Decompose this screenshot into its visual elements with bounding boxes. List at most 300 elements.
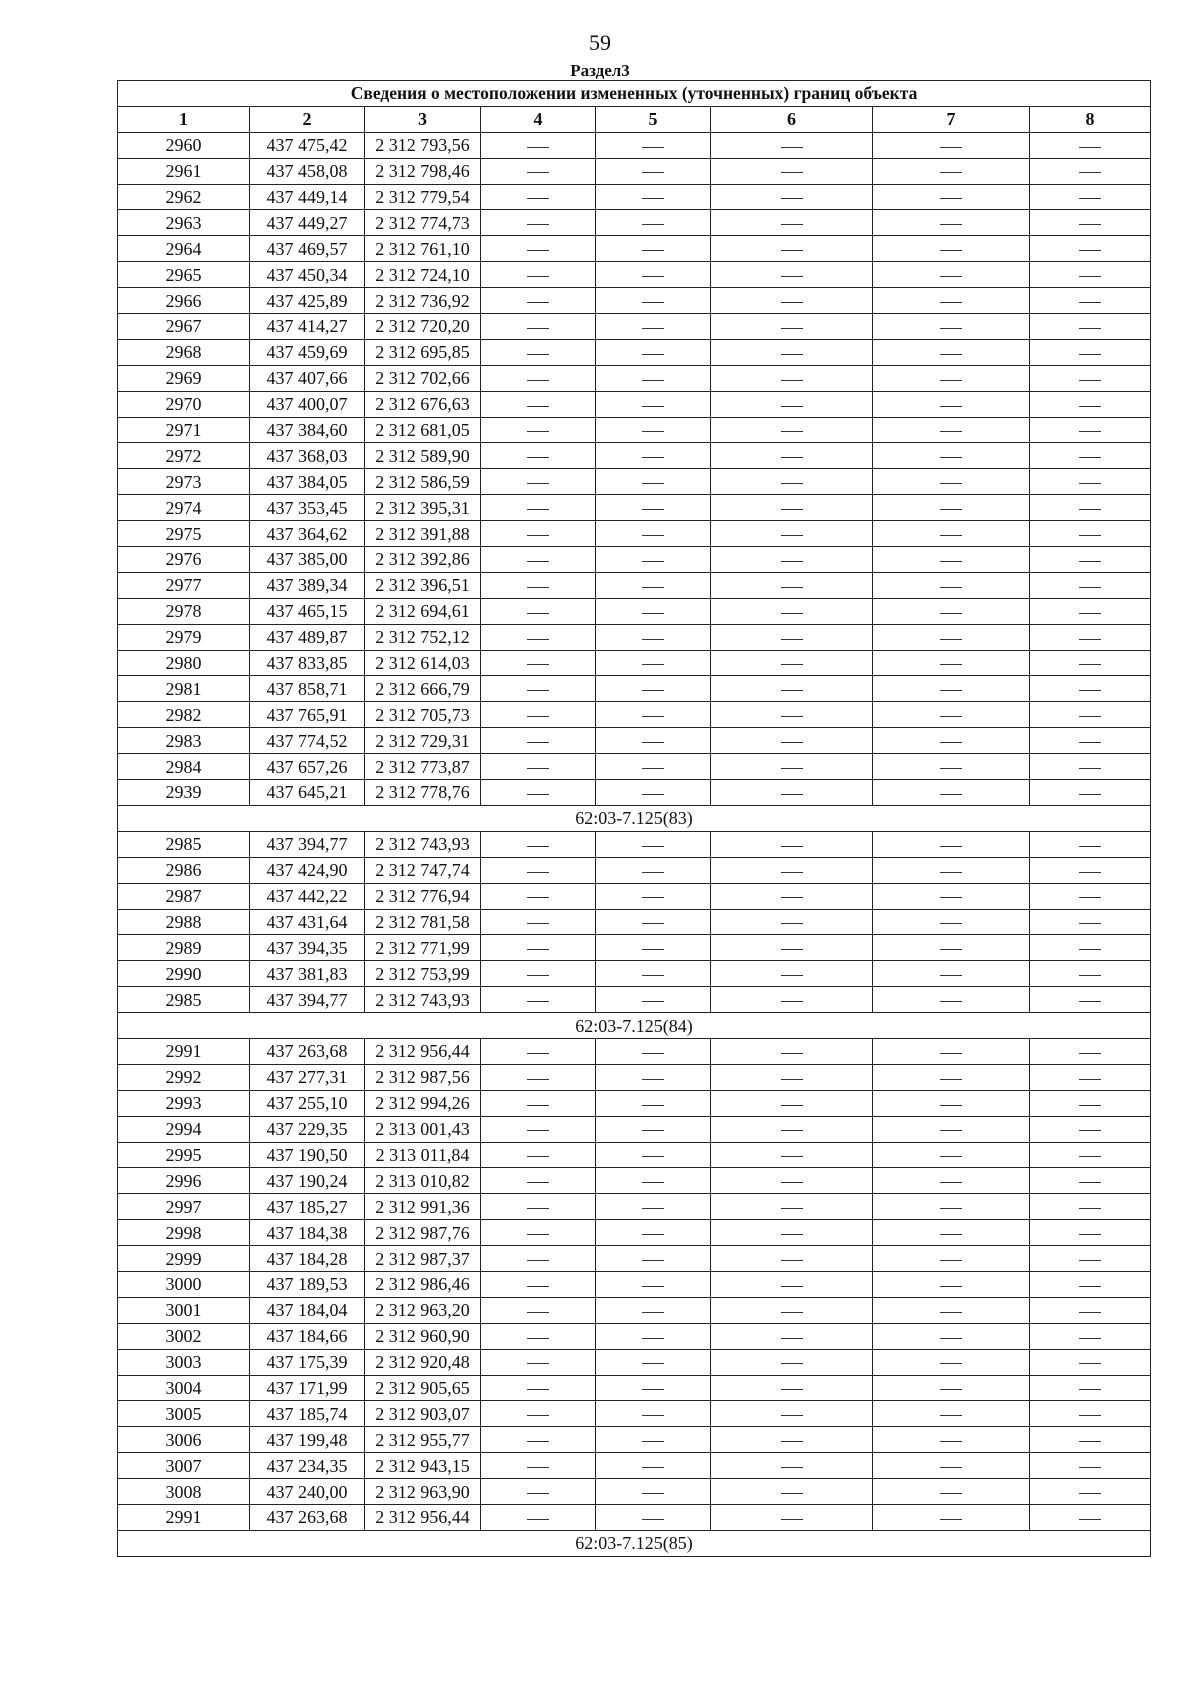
- empty-value-dash: [781, 587, 803, 588]
- table-row: [118, 1064, 1151, 1090]
- table-row: [118, 1504, 1151, 1530]
- empty-value-cell: [1030, 702, 1151, 728]
- empty-value-cell: [711, 132, 873, 158]
- point-number-cell: 2984: [118, 754, 250, 780]
- point-number-cell: 2979: [118, 624, 250, 650]
- point-number-cell: 2981: [118, 676, 250, 702]
- x-coordinate-cell: 437 368,03: [250, 443, 365, 469]
- empty-value-cell: [711, 1064, 873, 1090]
- empty-value-cell: [711, 1142, 873, 1168]
- empty-value-dash: [527, 897, 549, 898]
- empty-value-cell: [711, 987, 873, 1013]
- empty-value-dash: [642, 224, 664, 225]
- empty-value-cell: [596, 909, 711, 935]
- x-coordinate-cell: 437 425,89: [250, 288, 365, 314]
- empty-value-dash: [642, 1260, 664, 1261]
- empty-value-cell: [1030, 1401, 1151, 1427]
- point-number-cell: 2998: [118, 1220, 250, 1246]
- empty-value-cell: [596, 132, 711, 158]
- empty-value-cell: [873, 1427, 1030, 1453]
- empty-value-dash: [1079, 198, 1101, 199]
- empty-value-dash: [642, 509, 664, 510]
- empty-value-cell: [873, 780, 1030, 806]
- point-number-cell: 2965: [118, 262, 250, 288]
- empty-value-dash: [642, 639, 664, 640]
- empty-value-cell: [481, 598, 596, 624]
- empty-value-dash: [1079, 276, 1101, 277]
- x-coordinate-cell: 437 449,14: [250, 184, 365, 210]
- table-row: [118, 1323, 1151, 1349]
- empty-value-cell: [1030, 210, 1151, 236]
- empty-value-dash: [527, 690, 549, 691]
- empty-value-cell: [481, 572, 596, 598]
- y-coordinate-cell: 2 312 798,46: [365, 158, 481, 184]
- point-number-cell: 2964: [118, 236, 250, 262]
- empty-value-cell: [481, 624, 596, 650]
- empty-value-cell: [873, 883, 1030, 909]
- empty-value-cell: [711, 831, 873, 857]
- table-caption: Сведения о местоположении измененных (уточненных) границ объекта: [118, 81, 1151, 107]
- empty-value-cell: [481, 365, 596, 391]
- empty-value-dash: [527, 354, 549, 355]
- empty-value-dash: [642, 457, 664, 458]
- empty-value-cell: [1030, 935, 1151, 961]
- y-coordinate-cell: 2 312 736,92: [365, 288, 481, 314]
- empty-value-cell: [596, 262, 711, 288]
- empty-value-dash: [940, 690, 962, 691]
- empty-value-dash: [1079, 1182, 1101, 1183]
- empty-value-dash: [940, 250, 962, 251]
- empty-value-cell: [873, 702, 1030, 728]
- empty-value-cell: [1030, 572, 1151, 598]
- empty-value-dash: [940, 302, 962, 303]
- empty-value-cell: [873, 132, 1030, 158]
- empty-value-dash: [1079, 1338, 1101, 1339]
- empty-value-cell: [481, 702, 596, 728]
- empty-value-cell: [1030, 598, 1151, 624]
- empty-value-cell: [873, 624, 1030, 650]
- y-coordinate-cell: 2 312 720,20: [365, 314, 481, 340]
- empty-value-cell: [596, 1401, 711, 1427]
- empty-value-dash: [642, 897, 664, 898]
- empty-value-dash: [527, 975, 549, 976]
- empty-value-cell: [1030, 547, 1151, 573]
- empty-value-dash: [527, 794, 549, 795]
- empty-value-dash: [527, 147, 549, 148]
- empty-value-dash: [642, 1493, 664, 1494]
- table-row: [118, 1375, 1151, 1401]
- empty-value-cell: [481, 1427, 596, 1453]
- y-coordinate-cell: 2 312 773,87: [365, 754, 481, 780]
- empty-value-dash: [940, 1182, 962, 1183]
- table-row: [118, 728, 1151, 754]
- y-coordinate-cell: 2 312 614,03: [365, 650, 481, 676]
- table-row: [118, 780, 1151, 806]
- empty-value-cell: [481, 883, 596, 909]
- empty-value-cell: [481, 1349, 596, 1375]
- empty-value-dash: [527, 1105, 549, 1106]
- empty-value-cell: [596, 728, 711, 754]
- empty-value-cell: [873, 262, 1030, 288]
- empty-value-dash: [642, 431, 664, 432]
- empty-value-dash: [527, 1001, 549, 1002]
- empty-value-cell: [711, 1427, 873, 1453]
- empty-value-cell: [481, 1375, 596, 1401]
- y-coordinate-cell: 2 312 956,44: [365, 1038, 481, 1064]
- empty-value-dash: [642, 949, 664, 950]
- x-coordinate-cell: 437 184,28: [250, 1246, 365, 1272]
- x-coordinate-cell: 437 450,34: [250, 262, 365, 288]
- empty-value-cell: [873, 365, 1030, 391]
- empty-value-cell: [711, 1246, 873, 1272]
- y-coordinate-cell: 2 312 943,15: [365, 1453, 481, 1479]
- point-number-cell: 3008: [118, 1479, 250, 1505]
- empty-value-dash: [781, 1208, 803, 1209]
- empty-value-dash: [1079, 1389, 1101, 1390]
- point-number-cell: 2961: [118, 158, 250, 184]
- empty-value-dash: [642, 1338, 664, 1339]
- empty-value-cell: [481, 1038, 596, 1064]
- empty-value-cell: [873, 1375, 1030, 1401]
- y-coordinate-cell: 2 312 695,85: [365, 339, 481, 365]
- empty-value-cell: [596, 236, 711, 262]
- empty-value-dash: [940, 664, 962, 665]
- empty-value-dash: [1079, 664, 1101, 665]
- empty-value-dash: [642, 846, 664, 847]
- point-number-cell: 2968: [118, 339, 250, 365]
- empty-value-dash: [1079, 1130, 1101, 1131]
- empty-value-dash: [527, 1208, 549, 1209]
- empty-value-cell: [596, 365, 711, 391]
- empty-value-cell: [873, 754, 1030, 780]
- empty-value-dash: [1079, 1493, 1101, 1494]
- table-row: [118, 365, 1151, 391]
- empty-value-cell: [481, 132, 596, 158]
- y-coordinate-cell: 2 312 391,88: [365, 521, 481, 547]
- empty-value-dash: [1079, 561, 1101, 562]
- empty-value-dash: [781, 897, 803, 898]
- empty-value-dash: [1079, 224, 1101, 225]
- empty-value-dash: [527, 1363, 549, 1364]
- empty-value-dash: [940, 1519, 962, 1520]
- empty-value-dash: [940, 561, 962, 562]
- table-row: [118, 909, 1151, 935]
- empty-value-dash: [1079, 1105, 1101, 1106]
- empty-value-dash: [781, 147, 803, 148]
- empty-value-dash: [527, 406, 549, 407]
- empty-value-cell: [1030, 365, 1151, 391]
- empty-value-dash: [1079, 768, 1101, 769]
- empty-value-dash: [781, 483, 803, 484]
- empty-value-dash: [642, 1105, 664, 1106]
- empty-value-cell: [1030, 1349, 1151, 1375]
- empty-value-cell: [711, 1116, 873, 1142]
- empty-value-dash: [940, 380, 962, 381]
- table-row: [118, 1194, 1151, 1220]
- empty-value-cell: [596, 598, 711, 624]
- empty-value-dash: [1079, 483, 1101, 484]
- empty-value-dash: [642, 1415, 664, 1416]
- empty-value-dash: [781, 535, 803, 536]
- empty-value-dash: [1079, 1001, 1101, 1002]
- empty-value-dash: [940, 198, 962, 199]
- table-row: [118, 1168, 1151, 1194]
- empty-value-cell: [711, 158, 873, 184]
- column-header-6: 6: [711, 106, 873, 132]
- empty-value-cell: [873, 469, 1030, 495]
- parcel-group-label: 62:03-7.125(83): [118, 805, 1151, 831]
- empty-value-dash: [1079, 328, 1101, 329]
- table-row: [118, 495, 1151, 521]
- empty-value-cell: [1030, 728, 1151, 754]
- empty-value-dash: [940, 1260, 962, 1261]
- empty-value-cell: [873, 339, 1030, 365]
- point-number-cell: 2991: [118, 1038, 250, 1064]
- empty-value-cell: [481, 1479, 596, 1505]
- empty-value-cell: [711, 909, 873, 935]
- empty-value-cell: [873, 961, 1030, 987]
- empty-value-dash: [1079, 897, 1101, 898]
- empty-value-cell: [873, 158, 1030, 184]
- empty-value-dash: [781, 380, 803, 381]
- empty-value-dash: [1079, 509, 1101, 510]
- empty-value-dash: [527, 1234, 549, 1235]
- empty-value-cell: [873, 935, 1030, 961]
- x-coordinate-cell: 437 234,35: [250, 1453, 365, 1479]
- table-row: [118, 624, 1151, 650]
- empty-value-dash: [940, 1053, 962, 1054]
- point-number-cell: 3002: [118, 1323, 250, 1349]
- empty-value-cell: [1030, 184, 1151, 210]
- table-row: [118, 1349, 1151, 1375]
- point-number-cell: 2991: [118, 1504, 250, 1530]
- empty-value-cell: [873, 987, 1030, 1013]
- empty-value-cell: [596, 987, 711, 1013]
- y-coordinate-cell: 2 312 963,20: [365, 1297, 481, 1323]
- empty-value-cell: [596, 1349, 711, 1375]
- empty-value-dash: [940, 1079, 962, 1080]
- empty-value-dash: [781, 716, 803, 717]
- y-coordinate-cell: 2 313 011,84: [365, 1142, 481, 1168]
- empty-value-cell: [481, 857, 596, 883]
- empty-value-cell: [481, 676, 596, 702]
- empty-value-cell: [711, 495, 873, 521]
- empty-value-dash: [940, 639, 962, 640]
- empty-value-cell: [481, 1168, 596, 1194]
- column-header-1: 1: [118, 106, 250, 132]
- empty-value-cell: [596, 1504, 711, 1530]
- empty-value-cell: [596, 754, 711, 780]
- empty-value-cell: [873, 1504, 1030, 1530]
- empty-value-dash: [781, 742, 803, 743]
- empty-value-dash: [781, 354, 803, 355]
- empty-value-cell: [596, 184, 711, 210]
- empty-value-dash: [1079, 716, 1101, 717]
- empty-value-cell: [711, 624, 873, 650]
- empty-value-dash: [527, 1079, 549, 1080]
- empty-value-dash: [940, 147, 962, 148]
- empty-value-dash: [940, 431, 962, 432]
- empty-value-dash: [1079, 457, 1101, 458]
- column-header-3: 3: [365, 106, 481, 132]
- y-coordinate-cell: 2 312 676,63: [365, 391, 481, 417]
- empty-value-cell: [481, 1116, 596, 1142]
- empty-value-cell: [1030, 961, 1151, 987]
- empty-value-cell: [873, 676, 1030, 702]
- y-coordinate-cell: 2 312 905,65: [365, 1375, 481, 1401]
- empty-value-cell: [481, 314, 596, 340]
- empty-value-cell: [596, 391, 711, 417]
- empty-value-dash: [940, 224, 962, 225]
- y-coordinate-cell: 2 312 987,56: [365, 1064, 481, 1090]
- empty-value-cell: [711, 702, 873, 728]
- table-row: [118, 1116, 1151, 1142]
- empty-value-cell: [1030, 1142, 1151, 1168]
- y-coordinate-cell: 2 312 589,90: [365, 443, 481, 469]
- empty-value-dash: [781, 328, 803, 329]
- table-row: [118, 443, 1151, 469]
- empty-value-dash: [940, 535, 962, 536]
- column-header-2: 2: [250, 106, 365, 132]
- empty-value-cell: [711, 314, 873, 340]
- y-coordinate-cell: 2 312 920,48: [365, 1349, 481, 1375]
- empty-value-cell: [481, 780, 596, 806]
- empty-value-cell: [596, 521, 711, 547]
- empty-value-cell: [596, 288, 711, 314]
- empty-value-cell: [481, 495, 596, 521]
- empty-value-dash: [527, 509, 549, 510]
- empty-value-cell: [596, 1116, 711, 1142]
- table-row: [118, 339, 1151, 365]
- empty-value-dash: [1079, 250, 1101, 251]
- column-header-row: [118, 106, 1151, 132]
- empty-value-dash: [642, 690, 664, 691]
- empty-value-dash: [940, 1467, 962, 1468]
- empty-value-dash: [940, 1338, 962, 1339]
- empty-value-cell: [596, 1220, 711, 1246]
- y-coordinate-cell: 2 312 395,31: [365, 495, 481, 521]
- point-number-cell: 2973: [118, 469, 250, 495]
- x-coordinate-cell: 437 394,77: [250, 987, 365, 1013]
- y-coordinate-cell: 2 312 705,73: [365, 702, 481, 728]
- empty-value-dash: [1079, 975, 1101, 976]
- empty-value-dash: [940, 1312, 962, 1313]
- empty-value-dash: [642, 1053, 664, 1054]
- empty-value-dash: [527, 1156, 549, 1157]
- empty-value-cell: [873, 443, 1030, 469]
- empty-value-dash: [940, 483, 962, 484]
- empty-value-cell: [596, 495, 711, 521]
- empty-value-dash: [642, 1389, 664, 1390]
- empty-value-dash: [781, 1130, 803, 1131]
- empty-value-dash: [940, 1286, 962, 1287]
- parcel-group-label: 62:03-7.125(85): [118, 1530, 1151, 1556]
- empty-value-dash: [781, 923, 803, 924]
- x-coordinate-cell: 437 171,99: [250, 1375, 365, 1401]
- empty-value-cell: [1030, 288, 1151, 314]
- empty-value-cell: [596, 624, 711, 650]
- y-coordinate-cell: 2 312 743,93: [365, 831, 481, 857]
- x-coordinate-cell: 437 353,45: [250, 495, 365, 521]
- empty-value-dash: [527, 639, 549, 640]
- empty-value-cell: [1030, 624, 1151, 650]
- x-coordinate-cell: 437 277,31: [250, 1064, 365, 1090]
- point-number-cell: 2980: [118, 650, 250, 676]
- y-coordinate-cell: 2 312 778,76: [365, 780, 481, 806]
- x-coordinate-cell: 437 458,08: [250, 158, 365, 184]
- y-coordinate-cell: 2 312 729,31: [365, 728, 481, 754]
- point-number-cell: 2969: [118, 365, 250, 391]
- empty-value-cell: [481, 262, 596, 288]
- empty-value-dash: [527, 872, 549, 873]
- empty-value-dash: [781, 1105, 803, 1106]
- empty-value-dash: [1079, 147, 1101, 148]
- empty-value-cell: [596, 857, 711, 883]
- empty-value-dash: [527, 1286, 549, 1287]
- empty-value-dash: [527, 302, 549, 303]
- empty-value-dash: [642, 354, 664, 355]
- empty-value-cell: [1030, 314, 1151, 340]
- empty-value-cell: [873, 1453, 1030, 1479]
- empty-value-cell: [1030, 339, 1151, 365]
- empty-value-cell: [1030, 909, 1151, 935]
- point-number-cell: 2975: [118, 521, 250, 547]
- x-coordinate-cell: 437 414,27: [250, 314, 365, 340]
- empty-value-cell: [1030, 1271, 1151, 1297]
- empty-value-dash: [527, 276, 549, 277]
- empty-value-cell: [596, 1453, 711, 1479]
- x-coordinate-cell: 437 424,90: [250, 857, 365, 883]
- empty-value-cell: [711, 676, 873, 702]
- section-title: Раздел3: [570, 61, 630, 80]
- y-coordinate-cell: 2 312 694,61: [365, 598, 481, 624]
- x-coordinate-cell: 437 442,22: [250, 883, 365, 909]
- empty-value-cell: [481, 417, 596, 443]
- empty-value-cell: [873, 417, 1030, 443]
- empty-value-cell: [596, 702, 711, 728]
- empty-value-dash: [781, 639, 803, 640]
- y-coordinate-cell: 2 312 793,56: [365, 132, 481, 158]
- table-row: [118, 314, 1151, 340]
- empty-value-cell: [596, 883, 711, 909]
- x-coordinate-cell: 437 449,27: [250, 210, 365, 236]
- empty-value-dash: [940, 406, 962, 407]
- parcel-group-label: 62:03-7.125(84): [118, 1013, 1151, 1039]
- point-number-cell: 2996: [118, 1168, 250, 1194]
- empty-value-dash: [642, 380, 664, 381]
- table-row: [118, 1246, 1151, 1272]
- point-number-cell: 2977: [118, 572, 250, 598]
- empty-value-cell: [481, 754, 596, 780]
- empty-value-dash: [781, 1182, 803, 1183]
- empty-value-dash: [1079, 172, 1101, 173]
- empty-value-dash: [940, 794, 962, 795]
- table-row: [118, 469, 1151, 495]
- point-number-cell: 2992: [118, 1064, 250, 1090]
- table-row: [118, 883, 1151, 909]
- y-coordinate-cell: 2 313 001,43: [365, 1116, 481, 1142]
- empty-value-dash: [642, 742, 664, 743]
- empty-value-dash: [940, 897, 962, 898]
- empty-value-cell: [711, 1453, 873, 1479]
- empty-value-dash: [1079, 587, 1101, 588]
- empty-value-cell: [481, 1090, 596, 1116]
- point-number-cell: 2982: [118, 702, 250, 728]
- empty-value-cell: [481, 1142, 596, 1168]
- empty-value-dash: [527, 483, 549, 484]
- y-coordinate-cell: 2 312 724,10: [365, 262, 481, 288]
- y-coordinate-cell: 2 312 986,46: [365, 1271, 481, 1297]
